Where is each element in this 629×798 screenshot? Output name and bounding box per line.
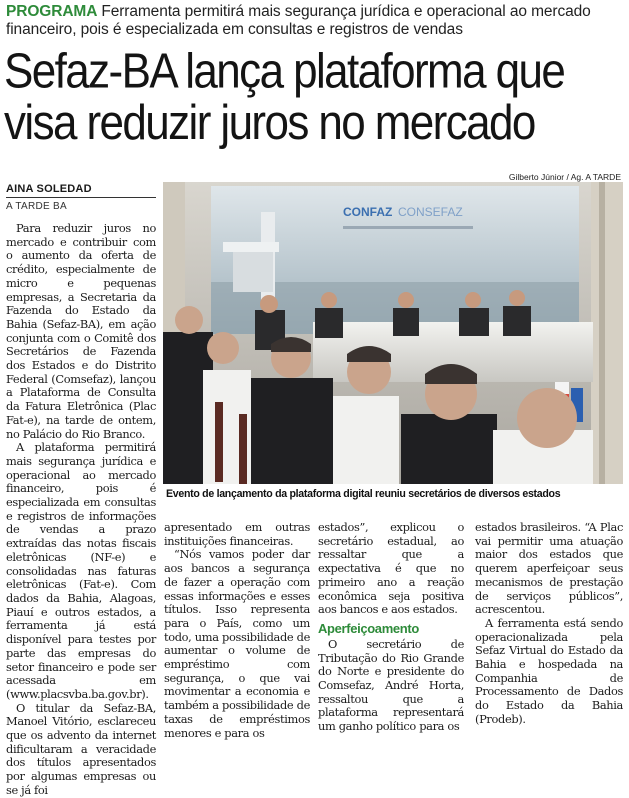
paragraph: estados brasileiros. “A Plac vai permitir uma atuação maior dos estados que querem aperfeiçoar seus mecanismos de prestação de serviços públicos”, acrescentou.	[475, 520, 623, 617]
event-photo	[163, 182, 623, 484]
byline-outlet: A TARDE BA	[6, 201, 67, 212]
paragraph: estados”, explicou o secretário estadual, ao ressaltar que a expectativa é que no primeiro ano a reação econômica seja positiva aos bancos e aos estados.	[318, 520, 464, 617]
photo-caption: Evento de lançamento da plataforma digital reuniu secretários de diversos estados	[166, 488, 561, 500]
paragraph: apresentado em outras instituições financeiras.	[164, 520, 310, 548]
paragraph: “Nós vamos poder dar aos bancos a segurança de fazer a operação com essas informações e esses títulos. Isso representa para o País, como um todo, uma possibilidade de aumentar o volume de empréstimo com segurança, o que vai movimentar a economia e também a possibilidade de taxas de empréstimos menores e para os	[164, 547, 310, 740]
paragraph: Para reduzir juros no mercado e contribuir com o aumento da oferta de crédito, especialmente de micro e pequenas empresas, a Secretaria da Fazenda do Estado da Bahia (Sefaz-BA), em ação conjunta com o Comitê dos Secretários de Fazenda dos Estados e do Distrito Federal (Comsefaz), lançou a Plataforma de Consulta da Fatura Eletrônica (Plac Fat-e), na tarde de ontem, no Palácio do Rio Branco.	[6, 221, 156, 441]
article-column-3	[318, 521, 464, 734]
article-column-1	[6, 222, 156, 798]
article-column-2	[164, 521, 310, 740]
article-column-4	[475, 521, 623, 727]
paragraph: A ferramenta está sendo operacionalizada pela Sefaz Virtual do Estado da Bahia e hospedada na Companhia de Processamento de Dados do Estado da Bahia (Prodeb).	[475, 615, 623, 726]
paragraph: O secretário de Tributação do Rio Grande do Norte e presidente do Comsefaz, André Horta, ressaltou que a plataforma representará um ganho político para os	[318, 636, 464, 734]
event-photo-illustration	[163, 182, 623, 484]
subheading: Aperfeiçoamento	[318, 620, 419, 636]
svg-text:CONSEFAZ: CONSEFAZ	[398, 205, 463, 219]
paragraph: O titular da Sefaz-BA, Manoel Vitório, esclareceu que os advento da internet dificultaram a veracidade dos títulos apresentados por algumas empresas ou se já foi	[6, 700, 156, 797]
svg-text:CONFAZ: CONFAZ	[343, 205, 393, 219]
byline-rule	[6, 197, 156, 198]
headline: Sefaz-BA lança plataforma que visa reduzir juros no mercado	[4, 43, 565, 151]
photo-credit: Gilberto Júnior / Ag. A TARDE	[508, 172, 621, 182]
section-tag: PROGRAMA	[6, 3, 98, 20]
paragraph: A plataforma permitirá mais segurança jurídica e operacional ao mercado financeiro, pois é especializada em consultas e registros de informações de vendas a prazo extraídas das notas fiscais eletrônicas (NF-e) e consolidadas nas faturas eletrônicas (Fat-e). Com dados da Bahia, Alagoas, Piauí e outros estados, a ferramenta já está disponível para testes por parte das empresas do setor financeiro e pode ser acessada em (www.placsvba.ba.gov.br).	[6, 440, 156, 701]
kicker-text: Ferramenta permitirá mais segurança jurídica e operacional ao mercado financeiro, pois é especializada em consultas e registros de vendas	[6, 3, 591, 38]
kicker	[6, 3, 624, 39]
byline-author: AINA SOLEDAD	[6, 183, 92, 195]
